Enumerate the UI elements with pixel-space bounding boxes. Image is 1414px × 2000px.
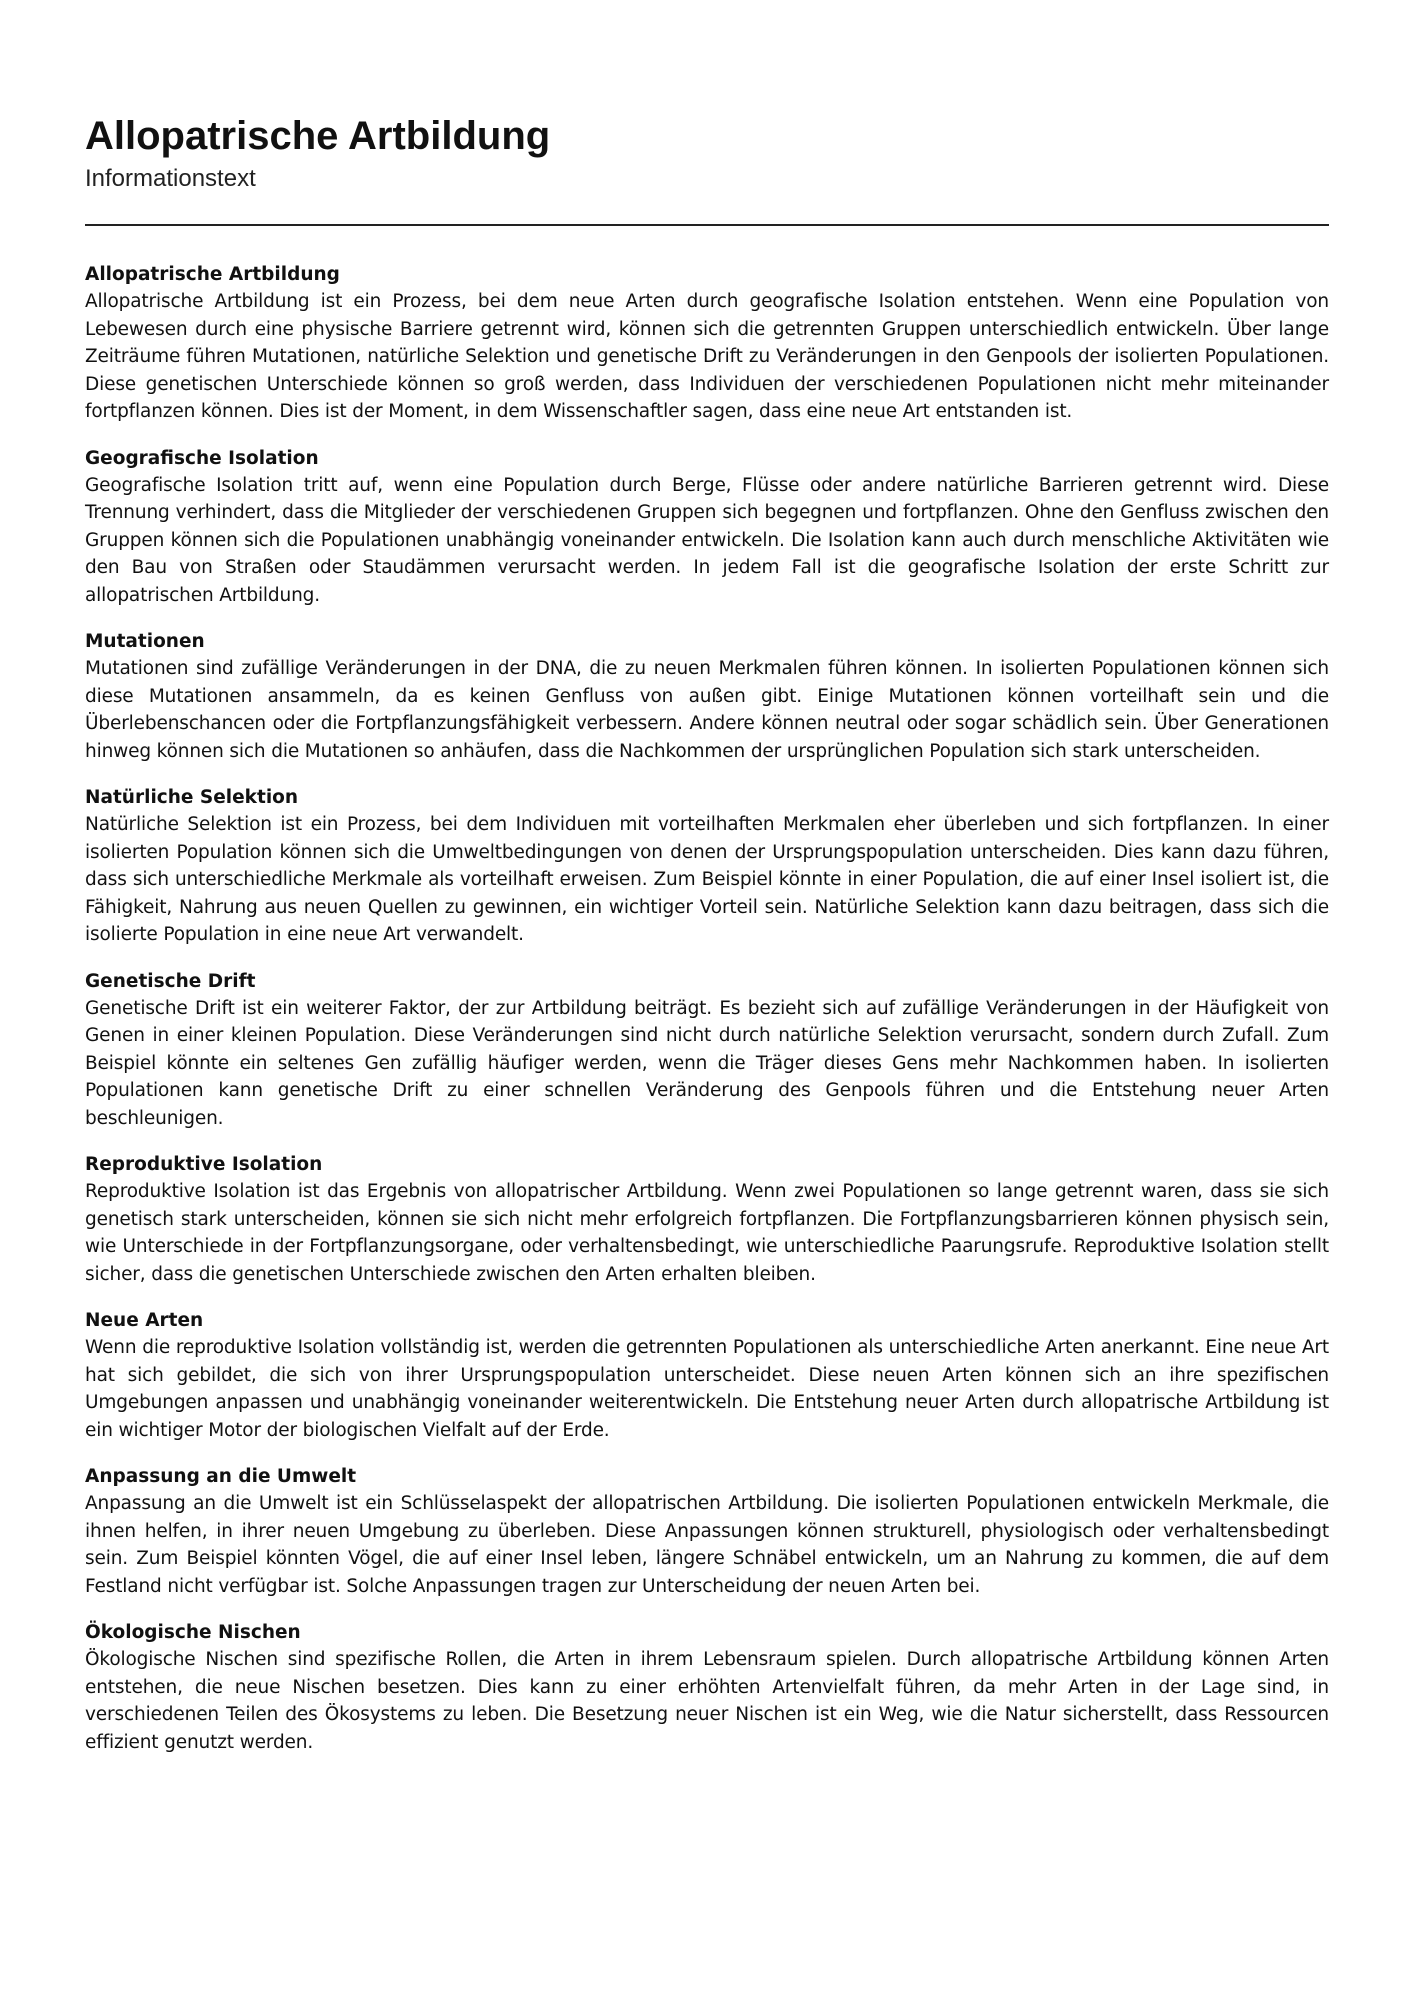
section-text: Wenn die reproduktive Isolation vollständig ist, werden die getrennten Populationen als unterschiedliche Arten anerkannt. Eine neue Art hat sich gebildet, die sich von ihrer Ursprungspopulation unterscheidet. Diese neuen Arten können sich an ihre spezifischen Umgebungen anpassen und unabhängig voneinander weiterentwickeln. Die Entstehung neuer Arten durch allopatrische Artbildung ist ein wichtiger Motor der biologischen Vielfalt auf der Erde. <box>85 1337 1329 1441</box>
section-anpassung-an-die-umwelt <box>85 1464 1329 1600</box>
section-text: Genetische Drift ist ein weiterer Faktor, der zur Artbildung beiträgt. Es bezieht sich auf zufällige Veränderungen in der Häufigkeit von Genen in einer kleinen Population. Diese Veränderungen sind nicht durch natürliche Selektion verursacht, sondern durch Zufall. Zum Beispiel könnte ein seltenes Gen zufällig häufiger werden, wenn die Träger dieses Gens mehr Nachkommen haben. In isolierten Populationen kann genetische Drift zu einer schnellen Veränderung des Genpools führen und die Entstehung neuer Arten beschleunigen. <box>85 997 1329 1129</box>
section-text: Ökologische Nischen sind spezifische Rollen, die Arten in ihrem Lebensraum spielen. Durch allopatrische Artbildung können Arten entstehen, die neue Nischen besetzen. Dies kann zu einer erhöhten Artenvielfalt führen, da mehr Arten in der Lage sind, in verschiedenen Teilen des Ökosystems zu leben. Die Besetzung neuer Nischen ist ein Weg, wie die Natur sicherstellt, dass Ressourcen effizient genutzt werden. <box>85 1649 1329 1753</box>
section-neue-arten <box>85 1308 1329 1444</box>
section-text: Reproduktive Isolation ist das Ergebnis von allopatrischer Artbildung. Wenn zwei Populationen so lange getrennt waren, dass sie sich genetisch stark unterscheiden, können sie sich nicht mehr erfolgreich fortpflanzen. Die Fortpflanzungsbarrieren können physisch sein, wie Unterschiede in der Fortpflanzungsorgane, oder verhaltensbedingt, wie unterschiedliche Paarungsrufe. Reproduktive Isolation stellt sicher, dass die genetischen Unterschiede zwischen den Arten erhalten bleiben. <box>85 1181 1329 1285</box>
section-text: Anpassung an die Umwelt ist ein Schlüsselaspekt der allopatrischen Artbildung. Die isolierten Populationen entwickeln Merkmale, die ihnen helfen, in ihrer neuen Umgebung zu überleben. Diese Anpassungen können strukturell, physiologisch oder verhaltensbedingt sein. Zum Beispiel könnten Vögel, die auf einer Insel leben, längere Schnäbel entwickeln, um an Nahrung zu kommen, die auf dem Festland nicht verfügbar ist. Solche Anpassungen tragen zur Unterscheidung der neuen Arten bei. <box>85 1493 1329 1597</box>
section-heading: Mutationen <box>85 631 205 652</box>
section-text: Geografische Isolation tritt auf, wenn eine Population durch Berge, Flüsse oder andere natürliche Barrieren getrennt wird. Diese Trennung verhindert, dass die Mitglieder der verschiedenen Gruppen sich begegnen und fortpflanzen. Ohne den Genfluss zwischen den Gruppen können sich die Populationen unabhängig voneinander entwickeln. Die Isolation kann auch durch menschliche Aktivitäten wie den Bau von Straßen oder Staudämmen verursacht werden. In jedem Fall ist die geografische Isolation der erste Schritt zur allopatrischen Artbildung. <box>85 474 1329 606</box>
section-reproduktive-isolation <box>85 1152 1329 1288</box>
section-heading: Geografische Isolation <box>85 447 319 469</box>
section-heading: Ökologische Nischen <box>85 1622 301 1643</box>
section-mutationen <box>85 629 1329 765</box>
section-heading: Anpassung an die Umwelt <box>85 1466 357 1487</box>
section-oekologische-nischen <box>85 1620 1329 1756</box>
section-genetische-drift <box>85 969 1329 1133</box>
title-divider <box>85 224 1329 226</box>
section-heading: Reproduktive Isolation <box>85 1154 323 1175</box>
section-text: Mutationen sind zufällige Veränderungen in der DNA, die zu neuen Merkmalen führen können. In isolierten Populationen können sich diese Mutationen ansammeln, da es keinen Genfluss von außen gibt. Einige Mutationen können vorteilhaft sein und die Überlebenschancen oder die Fortpflanzungsfähigkeit verbessern. Andere können neutral oder sogar schädlich sein. Über Generationen hinweg können sich die Mutationen so anhäufen, dass die Nachkommen der ursprünglichen Population sich stark unterscheiden. <box>85 658 1329 762</box>
section-heading: Genetische Drift <box>85 970 256 992</box>
section-heading: Natürliche Selektion <box>85 787 299 808</box>
page-title: Allopatrische Artbildung <box>85 114 551 158</box>
section-allopatrische-artbildung <box>85 262 1329 426</box>
page-subtitle: Informationstext <box>85 165 256 192</box>
section-natuerliche-selektion <box>85 785 1329 949</box>
section-text: Natürliche Selektion ist ein Prozess, bei dem Individuen mit vorteilhaften Merkmalen eher überleben und sich fortpflanzen. In einer isolierten Population können sich die Umweltbedingungen von denen der Ursprungspopulation unterscheiden. Dies kann dazu führen, dass sich unterschiedliche Merkmale als vorteilhaft erweisen. Zum Beispiel könnte in einer Population, die auf einer Insel isoliert ist, die Fähigkeit, Nahrung aus neuen Quellen zu gewinnen, ein wichtiger Vorteil sein. Natürliche Selektion kann dazu beitragen, dass sich die isolierte Population in eine neue Art verwandelt. <box>85 814 1329 945</box>
document-page <box>85 110 1329 1776</box>
section-heading: Allopatrische Artbildung <box>85 264 340 285</box>
section-heading: Neue Arten <box>85 1310 204 1331</box>
section-text: Allopatrische Artbildung ist ein Prozess, bei dem neue Arten durch geografische Isolation entstehen. Wenn eine Population von Lebewesen durch eine physische Barriere getrennt wird, können sich die getrennten Gruppen unterschiedlich entwickeln. Über lange Zeiträume führen Mutationen, natürliche Selektion und genetische Drift zu Veränderungen in den Genpools der isolierten Populationen. Diese genetischen Unterschiede können so groß werden, dass Individuen der verschiedenen Populationen nicht mehr miteinander fortpflanzen können. Dies ist der Moment, in dem Wissenschaftler sagen, dass eine neue Art entstanden ist. <box>85 291 1329 422</box>
section-geografische-isolation <box>85 446 1329 610</box>
